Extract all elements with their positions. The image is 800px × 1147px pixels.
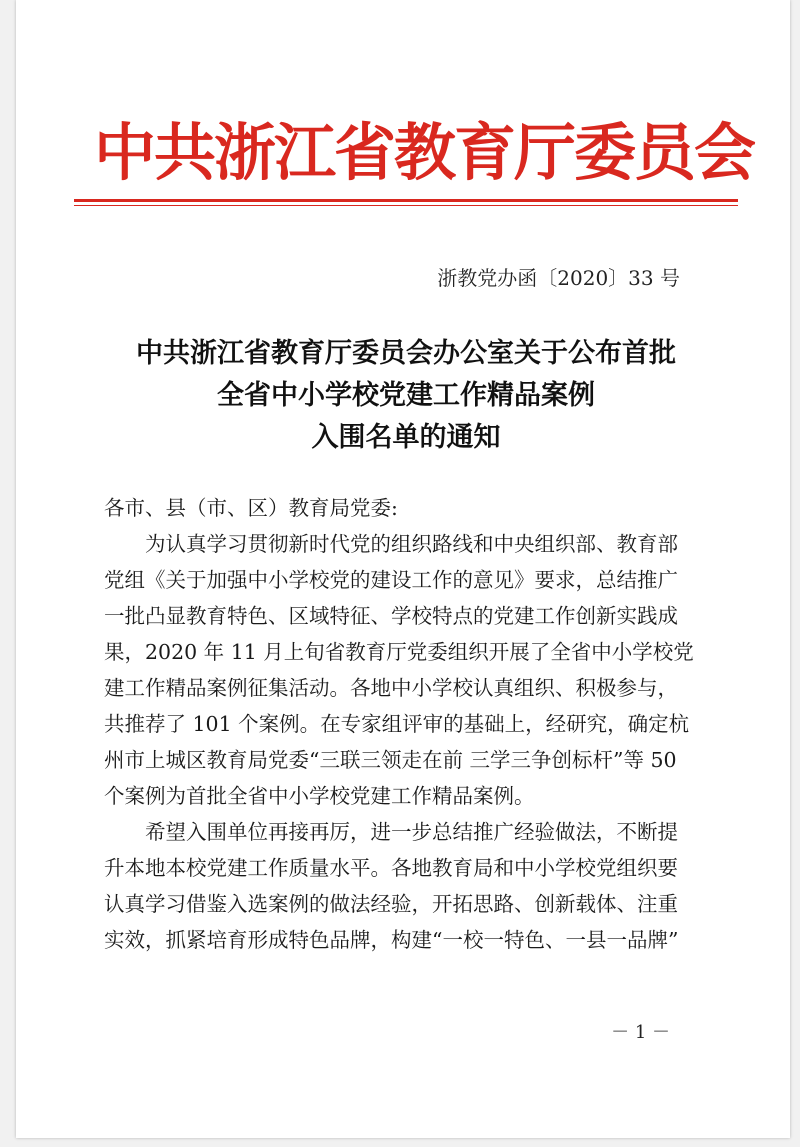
title-line: 全省中小学校党建工作精品案例	[217, 380, 595, 411]
title-line: 中共浙江省教育厅委员会办公室关于公布首批	[136, 338, 676, 369]
page-number: － 1 －	[611, 1022, 670, 1043]
paragraph-line: 升本地本校党建工作质量水平。各地教育局和中小学校党组织要	[104, 856, 678, 880]
paragraph-line: 党组《关于加强中小学校党的建设工作的意见》要求，总结推广	[104, 568, 678, 592]
paragraph-line: 州市上城区教育局党委“三联三领走在前 三学三争创标杆”等 50	[104, 748, 677, 772]
paragraph-line: 共推荐了 101 个案例。在专家组评审的基础上，经研究，确定杭	[104, 712, 690, 736]
letterhead-red-rule-thin	[74, 205, 738, 206]
letterhead-red-rule	[74, 199, 738, 202]
document-page	[16, 0, 790, 1138]
letterhead-title: 中共浙江省教育厅委员会	[94, 116, 755, 189]
paragraph-line: 果，2020 年 11 月上旬省教育厅党委组织开展了全省中小学校党	[104, 640, 694, 664]
paragraph-line: 实效，抓紧培育形成特色品牌，构建“一校一特色、一县一品牌”	[104, 928, 679, 952]
paragraph-line: 希望入围单位再接再厉，进一步总结推广经验做法，不断提	[145, 820, 678, 844]
document-number: 浙教党办函〔2020〕33 号	[437, 266, 680, 290]
salutation: 各市、县（市、区）教育局党委:	[104, 496, 398, 520]
paragraph-line: 为认真学习贯彻新时代党的组织路线和中央组织部、教育部	[145, 532, 678, 556]
title-line: 入围名单的通知	[311, 422, 501, 453]
document-title	[76, 333, 736, 459]
paragraph-line: 个案例为首批全省中小学校党建工作精品案例。	[104, 784, 535, 808]
paragraph-line: 建工作精品案例征集活动。各地中小学校认真组织、积极参与，	[104, 676, 678, 700]
paragraph-line: 一批凸显教育特色、区域特征、学校特点的党建工作创新实践成	[104, 604, 678, 628]
paragraph-line: 认真学习借鉴入选案例的做法经验，开拓思路、创新载体、注重	[104, 892, 678, 916]
paragraph	[104, 814, 724, 958]
document-body	[104, 490, 724, 958]
paragraph	[104, 526, 724, 814]
